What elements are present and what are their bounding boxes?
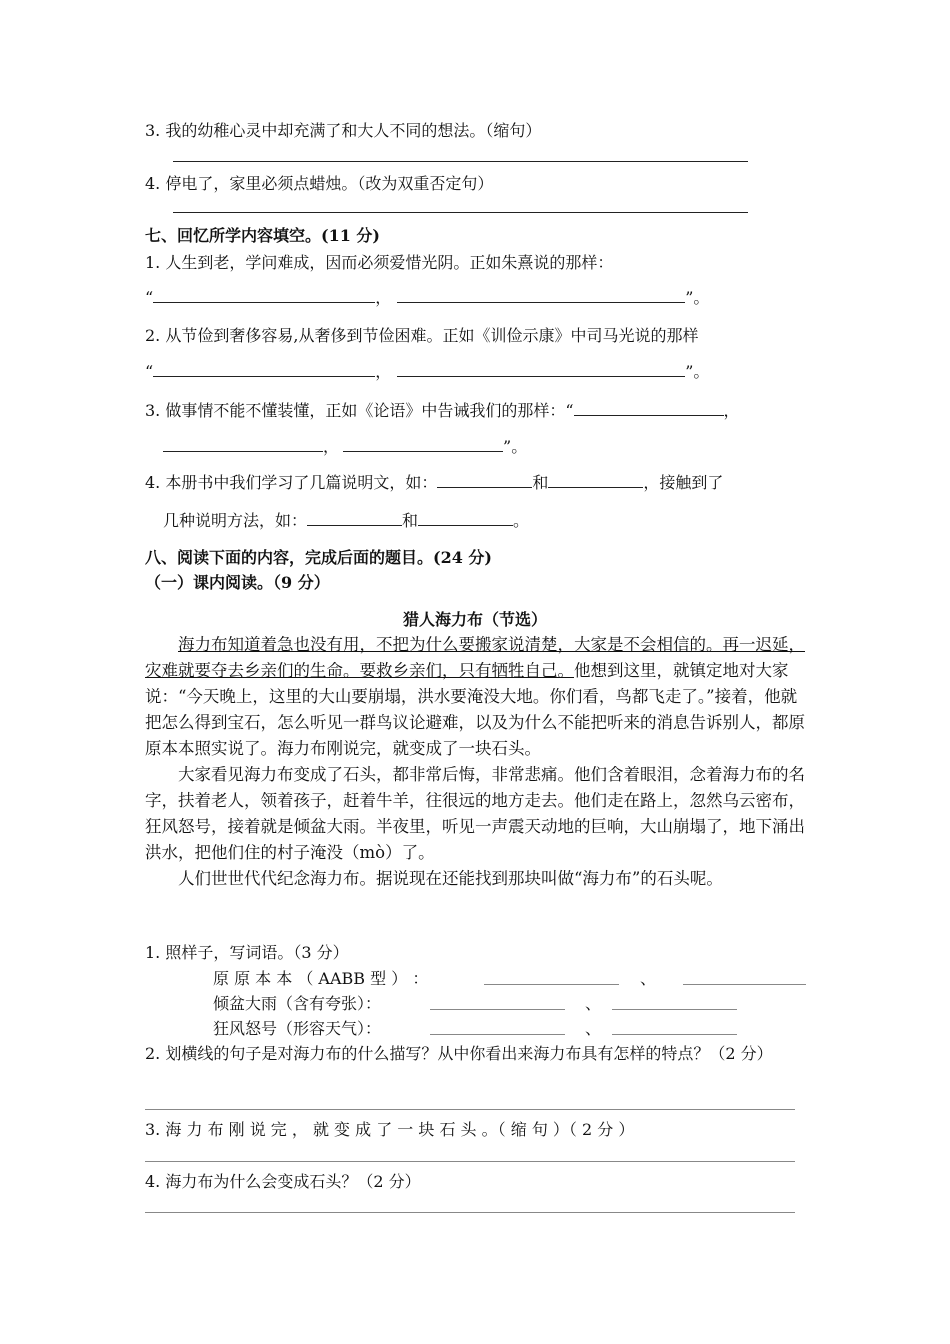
word-row-2-blank-2[interactable] <box>612 1009 737 1010</box>
answer-line-s8-q4[interactable] <box>145 1212 795 1213</box>
section-8-title: 八、阅读下面的内容，完成后面的题目。(24 分) <box>145 548 492 567</box>
s8-question-3: 3. 海 力 布 刚 说 完 ， 就 变 成 了 一 块 石 头 。（ 缩 句 ）（ 2 分 ） <box>145 1120 635 1139</box>
s7-question-4: 4. 本册书中我们学习了几篇说明文，如： <box>145 473 438 492</box>
s7-q2-answer-row <box>145 359 709 382</box>
passage-title: 猎人海力布（节选） <box>402 610 547 629</box>
s7-q3-row <box>145 398 740 421</box>
answer-line-s8-q3[interactable] <box>145 1161 795 1162</box>
s7-q4-blank-3[interactable] <box>307 509 402 526</box>
answer-line-q4[interactable] <box>173 212 748 213</box>
s7-q2-blank-1[interactable] <box>153 360 375 377</box>
open-quote: “ <box>145 288 154 307</box>
s7-q2-blank-2[interactable] <box>397 360 685 377</box>
and-text: 和 <box>532 473 549 492</box>
underlined-sentence-2: 再一迟延，灾难就要夺去乡亲们的生命。要救乡亲们，只有牺牲自己。 <box>145 635 805 680</box>
s7-q4-blank-4[interactable] <box>418 509 513 526</box>
s7-q4-blank-1[interactable] <box>437 471 532 488</box>
s8-question-2: 2. 划横线的句子是对海力布的什么描写？从中你看出来海力布具有怎样的特点？（2 分） <box>145 1044 773 1063</box>
word-row-1 <box>213 966 428 989</box>
open-quote: “ <box>145 362 154 381</box>
close-quote: ”。 <box>503 437 528 456</box>
passage-paragraph-2: 大家看见海力布变成了石头，都非常后悔，非常悲痛。他们含着眼泪，念着海力布的名字，扶着老人，领着孩子，赶着牛羊，往很远的地方走去。他们走在路上，忽然乌云密布，狂风怒号，接着就是倾盆大雨。半夜里，听见一声震天动地的巨响，大山崩塌了，地下涌出洪水，把他们住的村子淹没（mò）了。 <box>145 765 805 862</box>
s7-question-2: 2. 从节俭到奢侈容易,从奢侈到节俭困难。正如《训俭示康》中司马光说的那样 <box>145 326 699 345</box>
question-4-double-negative: 4. 停电了，家里必须点蜡烛。（改为双重否定句） <box>145 174 494 193</box>
s8-question-4: 4. 海力布为什么会变成石头？（2 分） <box>145 1172 421 1191</box>
s7-question-3: 3. 做事情不能不懂装懂，正如《论语》中告诫我们的那样： <box>145 401 566 420</box>
s7-question-4-cont: 几种说明方法，如： <box>163 511 308 530</box>
close-quote: ”。 <box>685 288 710 307</box>
s7-question-1: 1. 人生到老，学问难成，因而必须爱惜光阴。正如朱熹说的那样： <box>145 253 614 272</box>
passage-paragraph-3: 人们世世代代纪念海力布。据说现在还能找到那块叫做“海力布”的石头呢。 <box>178 869 723 888</box>
s7-q4-row-2 <box>163 508 529 531</box>
s7-q3-row-2 <box>163 434 527 457</box>
s7-q3-blank-3[interactable] <box>343 435 503 452</box>
s7-q1-blank-2[interactable] <box>397 286 685 303</box>
separator: 、 <box>585 994 602 1013</box>
passage-paragraph-1 <box>145 632 810 762</box>
open-quote: “ <box>565 401 574 420</box>
comma: ， <box>323 437 340 456</box>
word-row-2-blank-1[interactable] <box>430 1009 565 1010</box>
word-prompt-3: 狂风怒号（形容天气）： <box>213 1019 382 1038</box>
s7-q4-blank-2[interactable] <box>548 471 643 488</box>
s8-question-1: 1. 照样子，写词语。（3 分） <box>145 943 349 962</box>
s7-q3-blank-1[interactable] <box>574 399 724 416</box>
answer-line-s8-q2[interactable] <box>145 1109 795 1110</box>
section-8-subtitle: （一）课内阅读。（9 分） <box>145 573 330 592</box>
passage <box>145 632 810 892</box>
paragraph-1-rest: 他想到这里，就镇定地对大家说：“今天晚上，这里的大山要崩塌，洪水要淹没大地。你们看，鸟都飞走了。”接着，他就把怎么得到宝石，怎么听见一群鸟议论避难，以及为什么不能把听来的消息告诉别人，都原原本本照实说了。海力布刚说完，就变成了一块石头。 <box>145 661 805 758</box>
word-row-1-blank-1[interactable] <box>484 984 619 985</box>
word-row-1-blank-2[interactable] <box>683 984 806 985</box>
comma: ， <box>723 401 740 420</box>
touch-text: ，接触到了 <box>643 473 724 492</box>
answer-line-q3[interactable] <box>173 161 748 162</box>
period: 。 <box>513 511 530 530</box>
and-text: 和 <box>402 511 419 530</box>
separator: 、 <box>640 969 657 988</box>
s7-q1-answer-row <box>145 285 709 308</box>
s7-q1-blank-1[interactable] <box>153 286 375 303</box>
question-3-shrink: 3. 我的幼稚心灵中却充满了和大人不同的想法。（缩句） <box>145 121 542 140</box>
s7-q4-row <box>145 470 723 493</box>
word-row-3-blank-2[interactable] <box>612 1034 737 1035</box>
word-row-3-blank-1[interactable] <box>430 1034 565 1035</box>
comma: ， <box>375 288 392 307</box>
comma: ， <box>375 362 392 381</box>
word-prompt-2: 倾盆大雨（含有夸张）： <box>213 994 382 1013</box>
s7-q3-blank-2[interactable] <box>163 435 323 452</box>
section-7-title: 七、回忆所学内容填空。(11 分) <box>145 226 380 245</box>
close-quote: ”。 <box>685 362 710 381</box>
word-prompt-1: 原 原 本 本 （ AABB 型 ） ： <box>213 969 429 988</box>
underlined-sentence-1: 海力布知道着急也没有用，不把为什么要搬家说清楚，大家是不会相信的。 <box>178 635 723 654</box>
separator: 、 <box>585 1019 602 1038</box>
